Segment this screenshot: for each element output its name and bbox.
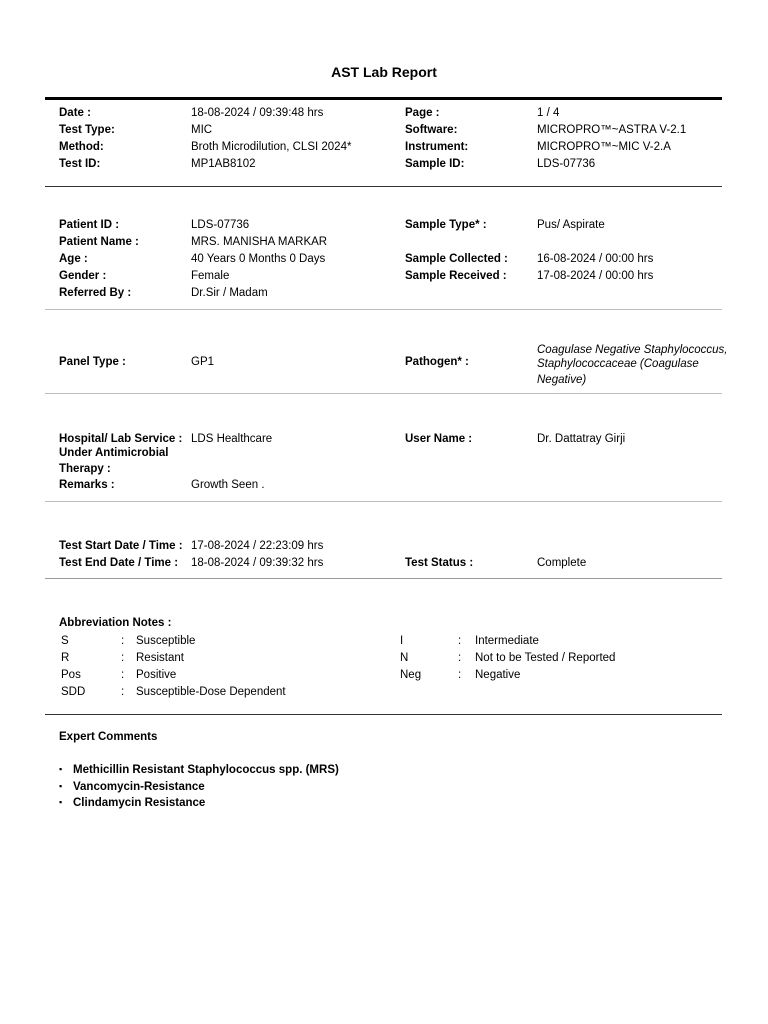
test-times-bottom-rule: [45, 578, 722, 579]
hospital-value: LDS Healthcare: [191, 433, 273, 445]
sample-collected-value: 16-08-2024 / 00:00 hrs: [537, 253, 654, 265]
pathogen-value-line3: Negative): [537, 374, 587, 386]
age-value: 40 Years 0 Months 0 Days: [191, 253, 326, 265]
sample-type-label: Sample Type* :: [405, 219, 487, 231]
abbr-meaning: Resistant: [136, 652, 184, 664]
test-end-value: 18-08-2024 / 09:39:32 hrs: [191, 557, 324, 569]
abbr-meaning: Positive: [136, 669, 177, 681]
panel-bottom-rule: [45, 393, 722, 394]
test-start-label: Test Start Date / Time :: [59, 540, 183, 552]
software-label: Software:: [405, 124, 458, 136]
patient-id-label: Patient ID :: [59, 219, 120, 231]
pathogen-value-line1: Coagulase Negative Staphylococcus,: [537, 344, 728, 356]
test-type-value: MIC: [191, 124, 213, 136]
pathogen-value-line2: Staphylococcaceae (Coagulase: [537, 358, 699, 370]
abbr-code: SDD: [61, 686, 86, 698]
user-name-value: Dr. Dattatray Girji: [537, 433, 626, 445]
patient-name-value: MRS. MANISHA MARKAR: [191, 236, 328, 248]
abbr-code: I: [400, 635, 404, 647]
expert-comment-item: [59, 779, 205, 794]
test-type-label: Test Type:: [59, 124, 115, 136]
abbr-code: Pos: [61, 669, 81, 681]
gender-label: Gender :: [59, 270, 107, 282]
expert-comment-item: [59, 762, 339, 777]
abbr-separator: :: [458, 652, 462, 664]
gender-value: Female: [191, 270, 230, 282]
panel-type-value: GP1: [191, 356, 215, 368]
test-status-value: Complete: [537, 557, 587, 569]
page-value: 1 / 4: [537, 107, 560, 119]
abbr-separator: :: [121, 669, 125, 681]
remarks-label: Remarks :: [59, 479, 115, 491]
sample-id-value: LDS-07736: [537, 158, 596, 170]
header-top-rule: [45, 97, 722, 100]
expert-comment-text: Vancomycin-Resistance: [73, 781, 205, 793]
abbr-separator: :: [121, 652, 125, 664]
antimicrobial-therapy-label-line1: Under Antimicrobial: [59, 447, 169, 459]
patient-bottom-rule: [45, 309, 722, 310]
date-value: 18-08-2024 / 09:39:48 hrs: [191, 107, 324, 119]
date-label: Date :: [59, 107, 91, 119]
software-value: MICROPRO™~ASTRA V-2.1: [537, 124, 687, 136]
method-value: Broth Microdilution, CLSI 2024*: [191, 141, 352, 153]
method-label: Method:: [59, 141, 104, 153]
abbr-code: R: [61, 652, 70, 664]
remarks-value: Growth Seen .: [191, 479, 265, 491]
sample-received-value: 17-08-2024 / 00:00 hrs: [537, 270, 654, 282]
abbr-code: Neg: [400, 669, 422, 681]
abbreviation-heading: Abbreviation Notes :: [59, 617, 172, 629]
abbr-meaning: Susceptible: [136, 635, 196, 647]
hospital-label: Hospital/ Lab Service :: [59, 433, 183, 445]
abbr-meaning: Negative: [475, 669, 521, 681]
abbr-meaning: Susceptible-Dose Dependent: [136, 686, 286, 698]
age-label: Age :: [59, 253, 88, 265]
test-id-value: MP1AB8102: [191, 158, 256, 170]
abbr-meaning: Intermediate: [475, 635, 539, 647]
abbr-separator: :: [458, 669, 462, 681]
test-end-label: Test End Date / Time :: [59, 557, 179, 569]
square-bullet-icon: ▪: [59, 781, 63, 791]
page-label: Page :: [405, 107, 440, 119]
abbr-meaning: Not to be Tested / Reported: [475, 652, 616, 664]
header-bottom-rule: [45, 186, 722, 187]
antimicrobial-therapy-label-line2: Therapy :: [59, 463, 111, 475]
user-name-label: User Name :: [405, 433, 473, 445]
abbreviation-bottom-rule: [45, 714, 722, 715]
abbr-separator: :: [121, 686, 125, 698]
abbr-separator: :: [458, 635, 462, 647]
expert-comment-text: Clindamycin Resistance: [73, 797, 206, 809]
square-bullet-icon: ▪: [59, 764, 63, 774]
instrument-value: MICROPRO™~MIC V-2.A: [537, 141, 671, 153]
panel-type-label: Panel Type :: [59, 356, 126, 368]
square-bullet-icon: ▪: [59, 797, 63, 807]
sample-id-label: Sample ID:: [405, 158, 465, 170]
test-id-label: Test ID:: [59, 158, 101, 170]
abbr-code: N: [400, 652, 409, 664]
patient-name-label: Patient Name :: [59, 236, 139, 248]
abbr-separator: :: [121, 635, 125, 647]
test-status-label: Test Status :: [405, 557, 474, 569]
hospital-bottom-rule: [45, 501, 722, 502]
referred-by-label: Referred By :: [59, 287, 132, 299]
sample-collected-label: Sample Collected :: [405, 253, 508, 265]
sample-type-value: Pus/ Aspirate: [537, 219, 605, 231]
sample-received-label: Sample Received :: [405, 270, 507, 282]
patient-id-value: LDS-07736: [191, 219, 250, 231]
expert-comments-heading: Expert Comments: [59, 731, 158, 743]
abbr-code: S: [61, 635, 69, 647]
referred-by-value: Dr.Sir / Madam: [191, 287, 268, 299]
test-start-value: 17-08-2024 / 22:23:09 hrs: [191, 540, 324, 552]
expert-comment-text: Methicillin Resistant Staphylococcus spp. (MRS): [73, 764, 339, 776]
expert-comment-item: [59, 795, 205, 810]
pathogen-label: Pathogen* :: [405, 356, 469, 368]
report-title: AST Lab Report: [331, 64, 437, 80]
instrument-label: Instrument:: [405, 141, 469, 153]
